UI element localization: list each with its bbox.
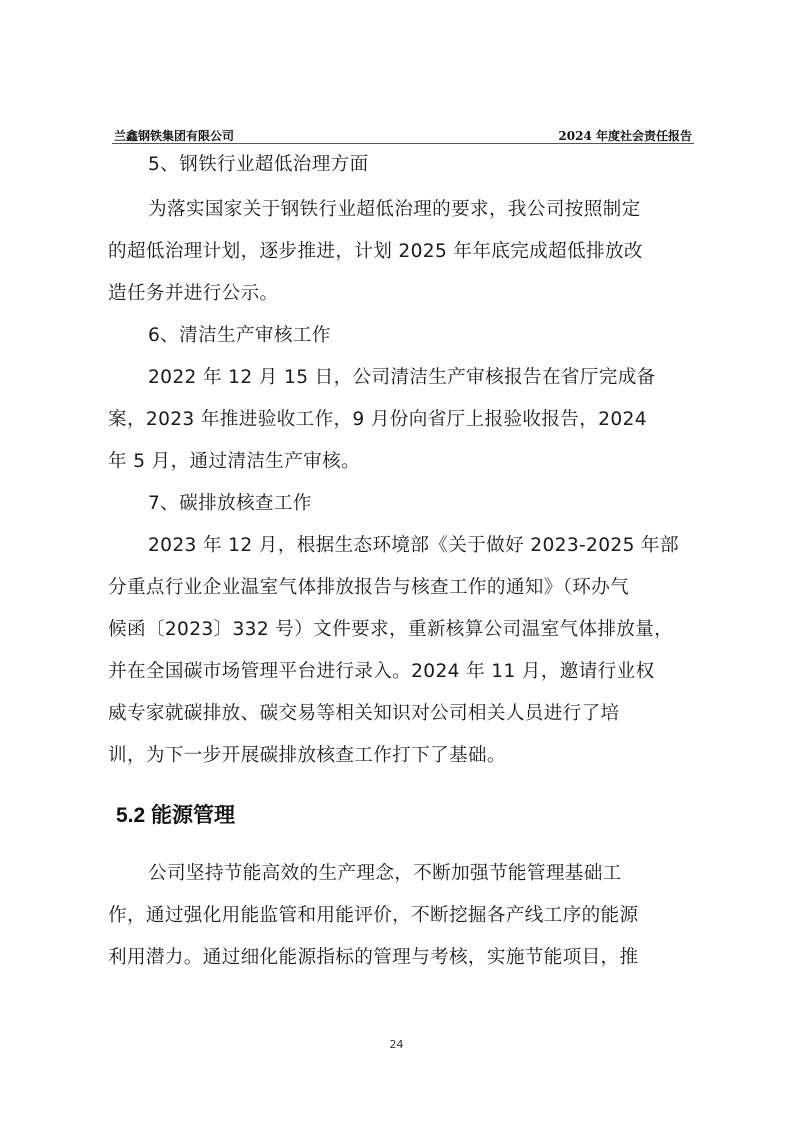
paragraph-line: 2022 年 12 月 15 日，公司清洁生产审核报告在省厅完成备 — [148, 367, 656, 388]
page-header — [112, 127, 694, 144]
paragraph-line: 威专家就碳排放、碳交易等相关知识对公司相关人员进行了培 — [108, 703, 620, 724]
subheading-clean-production-audit: 6、清洁生产审核工作 — [148, 325, 331, 346]
paragraph-line: 分重点行业企业温室气体排放报告与核查工作的通知》（环办气 — [108, 577, 630, 598]
paragraph-line: 造任务并进行公示。 — [108, 283, 279, 304]
paragraph-line: 公司坚持节能高效的生产理念，不断加强节能管理基础工 — [148, 863, 622, 884]
header-company: 兰鑫钢铁集团有限公司 — [114, 129, 235, 143]
paragraph-line: 利用潜力。通过细化能源指标的管理与考核，实施节能项目，推 — [108, 947, 639, 968]
paragraph-line: 的超低治理计划，逐步推进，计划 2025 年年底完成超低排放改 — [108, 241, 643, 262]
paragraph-line: 训，为下一步开展碳排放核查工作打下了基础。 — [108, 745, 506, 766]
paragraph-line: 候函〔2023〕332 号）文件要求，重新核算公司温室气体排放量， — [108, 619, 674, 640]
paragraph-line: 案，2023 年推进验收工作，9 月份向省厅上报验收报告，2024 — [108, 409, 647, 430]
paragraph-line: 为落实国家关于钢铁行业超低治理的要求，我公司按照制定 — [148, 199, 641, 220]
paragraph-line: 作，通过强化用能监管和用能评价，不断挖掘各产线工序的能源 — [108, 905, 639, 926]
subheading-ultra-low-emission: 5、钢铁行业超低治理方面 — [148, 154, 369, 175]
paragraph-line: 并在全国碳市场管理平台进行录入。2024 年 11 月，邀请行业权 — [108, 661, 655, 682]
section-heading-energy-management: 5.2 能源管理 — [116, 804, 236, 827]
subheading-carbon-emission-verification: 7、碳排放核查工作 — [148, 493, 312, 514]
page-number: 24 — [389, 1038, 404, 1051]
header-report-title: 2024 年度社会责任报告 — [558, 129, 692, 143]
paragraph-line: 年 5 月，通过清洁生产审核。 — [108, 451, 361, 472]
paragraph-line: 2023 年 12 月，根据生态环境部《关于做好 2023-2025 年部 — [148, 535, 679, 556]
